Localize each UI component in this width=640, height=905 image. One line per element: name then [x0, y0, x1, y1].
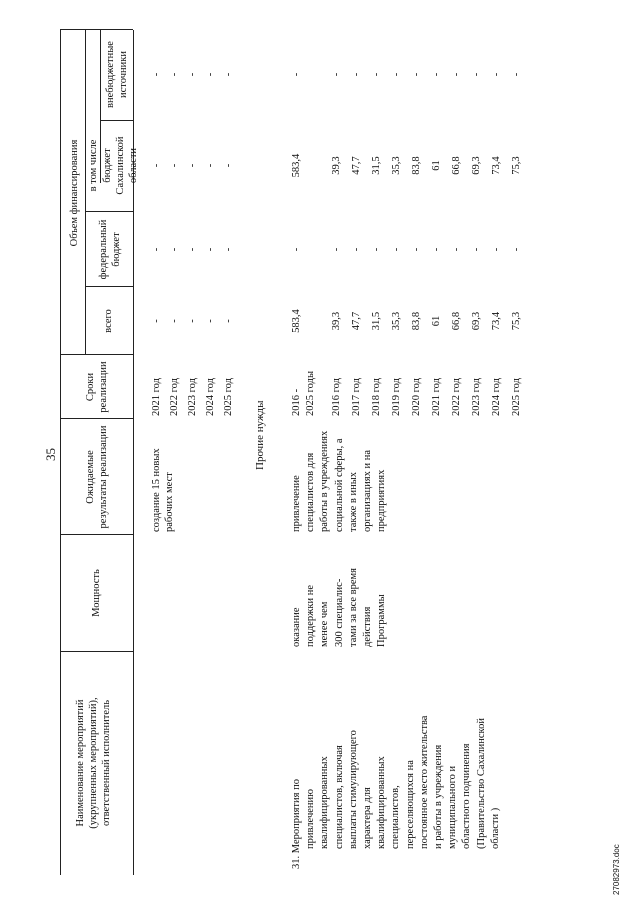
item-result-line: предприятиях — [376, 469, 388, 532]
header-in-that: в том числе — [88, 139, 99, 192]
page-number: 35 — [43, 448, 58, 461]
item-capacity-line: действия — [362, 606, 374, 647]
federal: - — [511, 247, 522, 252]
header-results — [84, 422, 110, 532]
regional: 69,3 — [471, 156, 482, 175]
header-federal-line: бюджет — [111, 232, 122, 267]
item-capacity-line: тами за все время — [347, 567, 359, 647]
year: 2018 год — [371, 378, 382, 416]
regional: - — [169, 163, 180, 168]
total: - — [205, 319, 216, 323]
regional: 31,5 — [371, 156, 382, 175]
offbudget: - — [205, 72, 216, 77]
year: 2025 год — [511, 378, 522, 416]
item-capacity-line: Программы — [376, 594, 388, 647]
year: 2024 год — [205, 378, 216, 416]
year: 2022 год — [169, 378, 180, 416]
federal: - — [291, 247, 302, 252]
header-name-line: Наименование мероприятий — [75, 699, 86, 827]
offbudget: - — [291, 72, 302, 77]
header-results-line: результаты реализации — [98, 425, 109, 529]
item-name-line: переселяющихся на — [404, 760, 416, 849]
regional: 35,3 — [391, 156, 402, 175]
offbudget: - — [391, 72, 402, 77]
item-capacity-line: 300 специалис- — [333, 578, 345, 647]
item-capacity-line: поддержки не — [305, 584, 317, 647]
item-result-line: специалистов для — [305, 452, 317, 532]
section-title: Прочие нужды — [254, 400, 266, 470]
item-name-line: квалифицированных — [319, 756, 331, 849]
item-name-line: привлечению — [305, 789, 317, 849]
year: 2023 год — [471, 378, 482, 416]
offbudget: - — [169, 72, 180, 77]
item-name-line: квалифицированных — [376, 756, 388, 849]
federal: - — [391, 247, 402, 252]
year-line: 2025 годы — [305, 370, 316, 416]
offbudget: - — [187, 72, 198, 77]
header-regional-line: бюджет — [102, 148, 113, 183]
item-result-line: также в иных — [347, 471, 359, 532]
item-name-line: (Правительство Сахалинской — [475, 718, 487, 849]
total: 35,3 — [391, 311, 402, 331]
total: - — [187, 319, 198, 323]
item-result-line: социальной сферы, а — [333, 438, 345, 532]
federal: - — [451, 247, 462, 252]
offbudget: - — [411, 72, 422, 77]
year-line: 2016 - — [291, 388, 302, 416]
header-offbudget-line: внебюджетные — [105, 41, 116, 108]
col-border-3 — [60, 418, 133, 419]
header-period-line: реализации — [98, 361, 109, 413]
item-name-line: специалистов, включая — [333, 745, 345, 849]
funding-header-line — [85, 30, 86, 355]
header-name-line: ответственный исполнитель — [101, 699, 112, 827]
regional: - — [205, 163, 216, 168]
col-border-1 — [60, 651, 133, 652]
top-result-line: рабочих мест — [164, 472, 175, 532]
header-name — [74, 657, 113, 869]
item-name-line: муниципального и — [447, 765, 459, 849]
year: 2022 год — [451, 378, 462, 416]
footer-code: 27082973.doc — [612, 844, 621, 895]
regional: - — [187, 163, 198, 168]
item-result-line: привлечение — [291, 475, 302, 532]
top-result — [150, 448, 176, 532]
total: - — [151, 319, 162, 323]
federal: - — [205, 247, 216, 252]
offbudget: - — [331, 72, 342, 77]
header-funding: Объем финансирования — [69, 139, 80, 247]
regional: 73,4 — [491, 156, 502, 175]
header-offbudget — [104, 30, 130, 119]
regional: 47,7 — [351, 156, 362, 175]
item-result-line: работы в учреждениях — [319, 430, 331, 532]
item-name-line: областного подчинения — [461, 743, 473, 849]
item-capacity-line: менее чем — [319, 601, 331, 647]
federal: - — [223, 247, 234, 252]
offbudget: - — [431, 72, 442, 77]
total: - — [223, 319, 234, 323]
item-name — [290, 716, 503, 869]
item-name-line: специалистов, — [390, 785, 402, 849]
offbudget: - — [151, 72, 162, 77]
federal: - — [187, 247, 198, 252]
year: 2023 год — [187, 378, 198, 416]
total: 66,8 — [451, 311, 462, 331]
total: 61 — [431, 315, 442, 327]
year: 2019 год — [391, 378, 402, 416]
header-federal — [97, 214, 123, 285]
header-name-line: (укрупненных мероприятий), — [88, 697, 99, 829]
item-result-line: организациях и на — [362, 450, 374, 532]
header-results-line: Ожидаемые — [85, 450, 96, 504]
offbudget: - — [351, 72, 362, 77]
col-border-6 — [85, 211, 133, 212]
item-name-line: постоянное место жительства — [418, 715, 430, 849]
top-result-line: создание 15 новых — [151, 448, 162, 532]
item-name-line: и работы в учреждения — [433, 744, 445, 849]
regional: 61 — [431, 160, 442, 171]
header-capacity: Мощность — [91, 569, 102, 617]
item-name-line: области ) — [489, 807, 501, 849]
total: 73,4 — [491, 311, 502, 331]
year: 2024 год — [491, 378, 502, 416]
regional: 83,8 — [411, 156, 422, 175]
offbudget: - — [471, 72, 482, 77]
regional: - — [151, 163, 162, 168]
federal: - — [411, 247, 422, 252]
federal: - — [491, 247, 502, 252]
item-name-line: характера для — [362, 787, 374, 849]
total: 75,3 — [511, 311, 522, 331]
federal: - — [471, 247, 482, 252]
header-period-line: Сроки — [85, 372, 96, 402]
federal: - — [169, 247, 180, 252]
year: 2021 год — [151, 378, 162, 416]
header-regional-line: Сахалинской — [115, 136, 126, 195]
col-border-2 — [60, 534, 133, 535]
total: 583,4 — [291, 309, 302, 333]
federal: - — [351, 247, 362, 252]
regional: 75,3 — [511, 156, 522, 175]
offbudget: - — [371, 72, 382, 77]
header-offbudget-line: источники — [118, 51, 129, 98]
col-border-4 — [60, 354, 133, 355]
header-total: всего — [103, 309, 114, 333]
year: 2021 год — [431, 378, 442, 416]
year: 2017 год — [351, 378, 362, 416]
offbudget: - — [223, 72, 234, 77]
federal: - — [331, 247, 342, 252]
offbudget: - — [491, 72, 502, 77]
header-regional-line: области — [128, 147, 139, 184]
regional: 583,4 — [291, 153, 302, 178]
total: 47,7 — [351, 311, 362, 331]
total: - — [169, 319, 180, 323]
offbudget: - — [511, 72, 522, 77]
regional: 66,8 — [451, 156, 462, 175]
offbudget: - — [451, 72, 462, 77]
total: 39,3 — [331, 311, 342, 331]
total: 31,5 — [371, 311, 382, 331]
federal: - — [151, 247, 162, 252]
header-regional — [101, 121, 140, 210]
header-federal-line: федеральный — [98, 219, 109, 280]
total: 69,3 — [471, 311, 482, 331]
total: 83,8 — [411, 311, 422, 331]
table-top-border — [60, 30, 61, 875]
year: 2016 год — [331, 378, 342, 416]
regional: - — [223, 163, 234, 168]
year — [290, 371, 318, 416]
federal: - — [371, 247, 382, 252]
item-result — [290, 431, 389, 532]
regional: 39,3 — [331, 156, 342, 175]
col-border-5 — [85, 286, 133, 287]
year: 2025 год — [223, 378, 234, 416]
item-name-line: 31. Мероприятия по — [291, 779, 302, 869]
year: 2020 год — [411, 378, 422, 416]
federal: - — [431, 247, 442, 252]
item-capacity-line: оказание — [291, 607, 302, 647]
item-capacity — [290, 568, 389, 647]
header-period — [84, 358, 110, 416]
item-name-line: выплаты стимулирующего — [347, 730, 359, 849]
